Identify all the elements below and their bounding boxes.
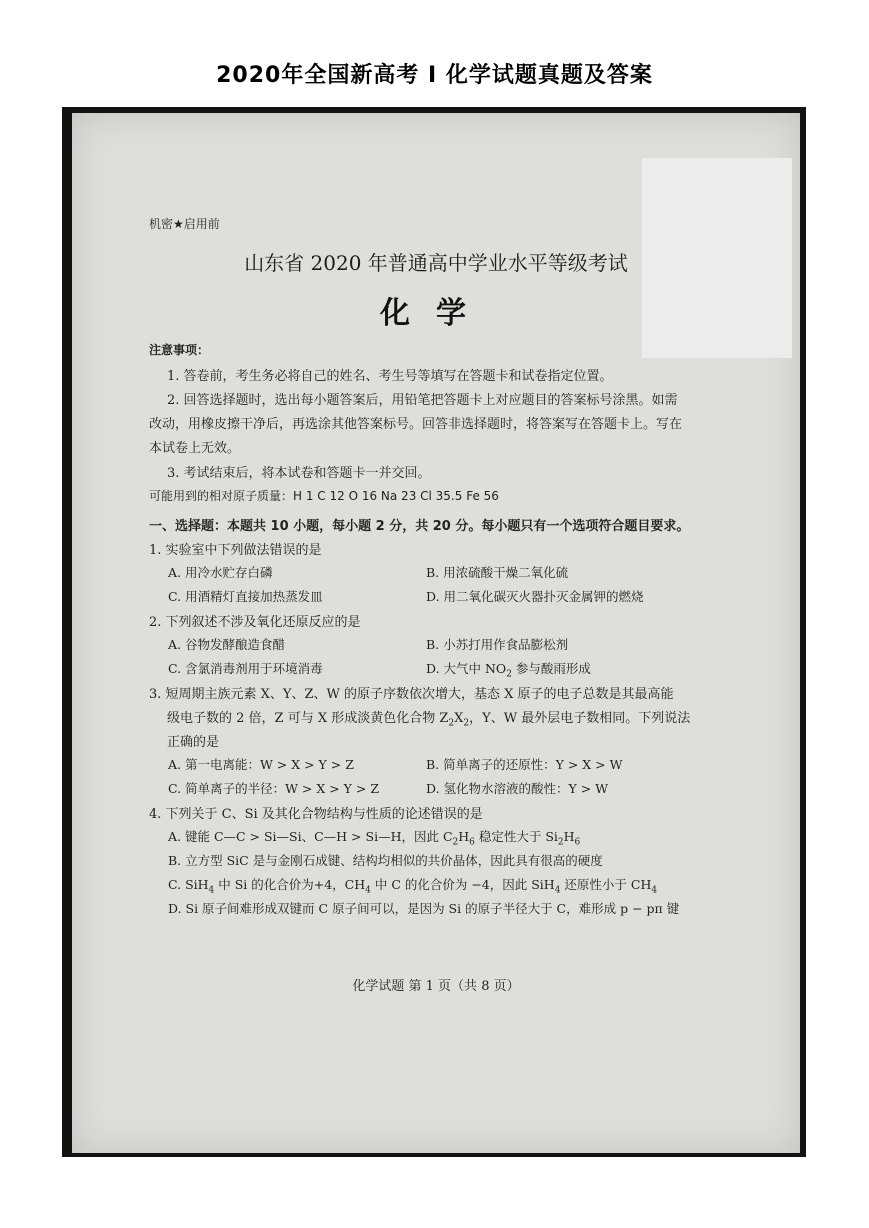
question-2-option-c: C. 含氯消毒剂用于环境消毒 [168, 661, 323, 676]
section-title: 一、选择题：本题共 10 小题，每小题 2 分，共 20 分。每小题只有一个选项符合题目要求。 [149, 519, 690, 534]
question-3-option-c: C. 简单离子的半径：W > X > Y > Z [168, 781, 380, 796]
note-line: 3. 考试结束后，将本试卷和答题卡一并交回。 [167, 466, 431, 481]
question-3-stem-line: 正确的是 [167, 735, 220, 750]
question-2-option-a: A. 谷物发酵酿造食醋 [168, 637, 285, 652]
question-2-option-d: D. 大气中 $NO_2$ 参与酸雨形成 [426, 661, 591, 680]
notes-heading: 注意事项： [149, 343, 210, 357]
question-1-option-a: A. 用冷水贮存白磷 [168, 565, 273, 580]
question-4-option-a: A. 键能 C—C > Si—Si、C—H > Si—H，因此 $C_2H_6$ 稳定性大于 $Si_2H_6$ [168, 829, 581, 848]
question-3-stem: 3. 短周期主族元素 X、Y、Z、W 的原子序数依次增大，基态 X 原子的电子总数是其最高能 [149, 687, 674, 702]
note-line: 2. 回答选择题时，选出每小题答案后，用铅笔把答题卡上对应题目的答案标号涂黑。如需 [167, 393, 678, 408]
question-1-option-b: B. 用浓硫酸干燥二氧化硫 [426, 565, 569, 580]
question-2-option-b: B. 小苏打用作食品膨松剂 [426, 637, 569, 652]
question-4-option-c: C. SiH$_4$ 中 Si 的化合价为+4，$CH_4$ 中 C 的化合价为 −4，因此 SiH$_4$ 还原性小于 $CH_4$ [168, 877, 658, 896]
document-title: 2020年全国新高考 I 化学试题真题及答案 [216, 63, 653, 88]
question-3-option-b: B. 简单离子的还原性：Y > X > W [426, 757, 623, 772]
question-4-option-b: B. 立方型 SiC 是与金刚石成键、结构均相似的共价晶体，因此具有很高的硬度 [168, 853, 603, 868]
question-2-stem: 2. 下列叙述不涉及氧化还原反应的是 [149, 615, 361, 630]
exam-name: 山东省 2020 年普通高中学业水平等级考试 [244, 251, 628, 275]
atomic-masses: 可能用到的相对原子质量：H 1 C 12 O 16 Na 23 Cl 35.5 Fe 56 [149, 489, 499, 503]
question-4-option-d: D. Si 原子间难形成双键而 C 原子间可以，是因为 Si 的原子半径大于 C，难形成 p − pπ 键 [168, 901, 680, 916]
subject-title: 化学 [380, 296, 492, 331]
question-1-option-c: C. 用酒精灯直接加热蒸发皿 [168, 589, 323, 604]
question-4-stem: 4. 下列关于 C、Si 及其化合物结构与性质的论述错误的是 [149, 807, 483, 822]
question-1-stem: 1. 实验室中下列做法错误的是 [149, 543, 322, 558]
note-line: 本试卷上无效。 [149, 441, 241, 456]
question-1-option-d: D. 用二氧化碳灭火器扑灭金属钾的燃烧 [426, 589, 644, 604]
secret-label: 机密★启用前 [149, 217, 220, 231]
question-3-option-a: A. 第一电离能：W > X > Y > Z [168, 757, 354, 772]
exam-photo [62, 107, 806, 1157]
question-3-stem-line: 级电子数的 2 倍，Z 可与 X 形成淡黄色化合物 $Z_2X_2$，Y、W 最外层电子数相同。下列说法 [167, 711, 691, 729]
note-line: 1. 答卷前，考生务必将自己的姓名、考生号等填写在答题卡和试卷指定位置。 [167, 369, 613, 384]
exam-paper [72, 113, 800, 1153]
note-line: 改动，用橡皮擦干净后，再选涂其他答案标号。回答非选择题时，将答案写在答题卡上。写在 [149, 417, 683, 432]
question-3-option-d: D. 氢化物水溶液的酸性：Y > W [426, 781, 609, 796]
page-footer: 化学试题 第 1 页（共 8 页） [352, 979, 520, 994]
